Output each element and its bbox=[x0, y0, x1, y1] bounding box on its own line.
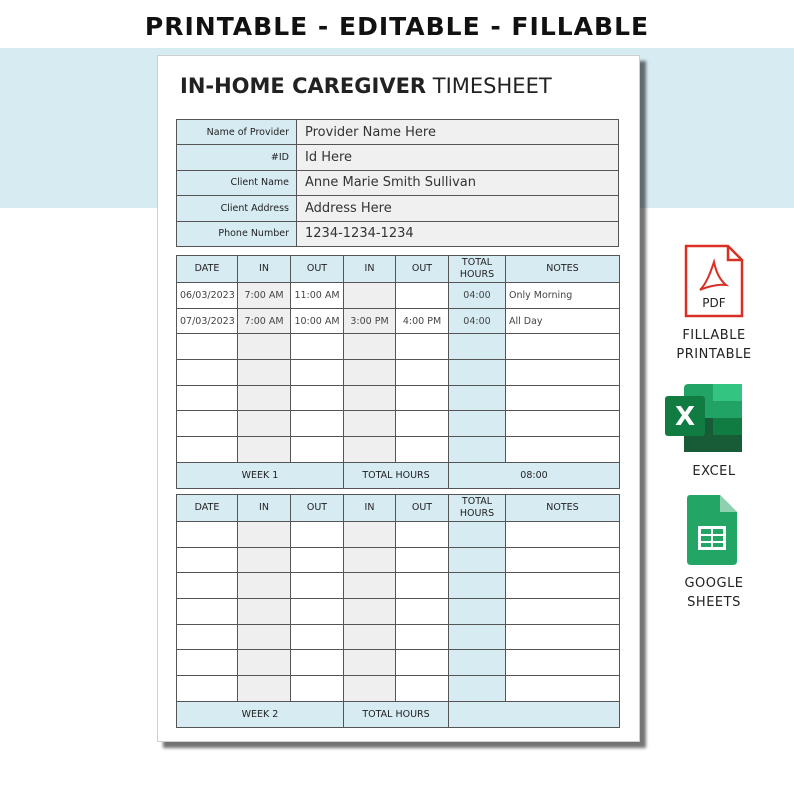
cell-date[interactable] bbox=[177, 573, 238, 599]
cell-out2[interactable] bbox=[396, 385, 449, 411]
table-row bbox=[177, 437, 620, 463]
cell-in2[interactable] bbox=[344, 547, 396, 573]
pdf-caption-line2: PRINTABLE bbox=[676, 347, 752, 362]
cell-out2[interactable] bbox=[396, 522, 449, 548]
cell-out1[interactable] bbox=[291, 360, 344, 386]
cell-out1[interactable] bbox=[291, 547, 344, 573]
cell-in2[interactable] bbox=[344, 522, 396, 548]
cell-total-hours[interactable] bbox=[449, 385, 506, 411]
cell-notes[interactable] bbox=[506, 522, 620, 548]
cell-in2[interactable] bbox=[344, 360, 396, 386]
column-header-out2: OUT bbox=[396, 495, 449, 522]
client-address-field[interactable]: Address Here bbox=[297, 196, 619, 221]
table-row bbox=[177, 573, 620, 599]
cell-date[interactable] bbox=[177, 650, 238, 676]
info-row bbox=[177, 170, 619, 195]
cell-in1[interactable] bbox=[238, 676, 291, 702]
page-title bbox=[180, 74, 552, 98]
cell-out2[interactable] bbox=[396, 411, 449, 437]
cell-out1[interactable] bbox=[291, 573, 344, 599]
cell-out1[interactable] bbox=[291, 676, 344, 702]
cell-total-hours[interactable]: 04:00 bbox=[449, 283, 506, 309]
cell-out1[interactable]: 10:00 AM bbox=[291, 308, 344, 334]
excel-icon-letter: X bbox=[674, 402, 696, 432]
cell-out1[interactable] bbox=[291, 437, 344, 463]
cell-out2[interactable] bbox=[396, 573, 449, 599]
cell-in2[interactable] bbox=[344, 385, 396, 411]
cell-total-hours[interactable] bbox=[449, 676, 506, 702]
cell-date[interactable] bbox=[177, 437, 238, 463]
cell-notes[interactable] bbox=[506, 360, 620, 386]
column-header-in1: IN bbox=[238, 256, 291, 283]
timesheet-page bbox=[157, 55, 640, 742]
cell-notes[interactable] bbox=[506, 676, 620, 702]
cell-out1[interactable] bbox=[291, 650, 344, 676]
cell-out2[interactable] bbox=[396, 676, 449, 702]
cell-in1[interactable] bbox=[238, 385, 291, 411]
cell-total-hours[interactable] bbox=[449, 522, 506, 548]
cell-out1[interactable]: 11:00 AM bbox=[291, 283, 344, 309]
cell-in2[interactable] bbox=[344, 283, 396, 309]
column-header-notes: NOTES bbox=[506, 256, 620, 283]
column-header-total-hours: TOTAL HOURS bbox=[449, 495, 506, 522]
cell-in1[interactable] bbox=[238, 360, 291, 386]
cell-total-hours[interactable] bbox=[449, 547, 506, 573]
cell-date[interactable] bbox=[177, 547, 238, 573]
provider-name-field[interactable]: Provider Name Here bbox=[297, 120, 619, 145]
cell-notes[interactable]: All Day bbox=[506, 308, 620, 334]
cell-out2[interactable]: 4:00 PM bbox=[396, 308, 449, 334]
cell-in1[interactable] bbox=[238, 411, 291, 437]
total-hours-value[interactable]: 08:00 bbox=[449, 462, 620, 488]
id-label: #ID bbox=[177, 145, 297, 170]
cell-out2[interactable] bbox=[396, 599, 449, 625]
cell-in1[interactable]: 7:00 AM bbox=[238, 283, 291, 309]
cell-notes[interactable] bbox=[506, 624, 620, 650]
cell-date[interactable] bbox=[177, 624, 238, 650]
banner-title: PRINTABLE - EDITABLE - FILLABLE bbox=[144, 12, 650, 41]
table-row bbox=[177, 411, 620, 437]
week2-footer-row bbox=[177, 701, 620, 727]
table-row bbox=[177, 522, 620, 548]
cell-in1[interactable] bbox=[238, 573, 291, 599]
cell-total-hours[interactable] bbox=[449, 437, 506, 463]
week2-header-row bbox=[177, 495, 620, 522]
phone-number-field[interactable]: 1234-1234-1234 bbox=[297, 221, 619, 246]
cell-total-hours[interactable] bbox=[449, 360, 506, 386]
cell-date[interactable]: 06/03/2023 bbox=[177, 283, 238, 309]
info-row bbox=[177, 120, 619, 145]
cell-total-hours[interactable] bbox=[449, 411, 506, 437]
column-header-date: DATE bbox=[177, 495, 238, 522]
cell-in2[interactable] bbox=[344, 676, 396, 702]
cell-out1[interactable] bbox=[291, 385, 344, 411]
cell-in2[interactable] bbox=[344, 334, 396, 360]
cell-in1[interactable] bbox=[238, 334, 291, 360]
cell-notes[interactable] bbox=[506, 573, 620, 599]
cell-total-hours[interactable] bbox=[449, 650, 506, 676]
column-header-total-hours: TOTAL HOURS bbox=[449, 256, 506, 283]
total-hours-label: TOTAL HOURS bbox=[344, 462, 449, 488]
sheets-format-caption bbox=[654, 574, 774, 612]
cell-out1[interactable] bbox=[291, 599, 344, 625]
phone-number-label: Phone Number bbox=[177, 221, 297, 246]
cell-out1[interactable] bbox=[291, 411, 344, 437]
pdf-caption-line1: FILLABLE bbox=[682, 328, 746, 343]
client-name-field[interactable]: Anne Marie Smith Sullivan bbox=[297, 170, 619, 195]
cell-notes[interactable] bbox=[506, 650, 620, 676]
table-row bbox=[177, 676, 620, 702]
provider-name-label: Name of Provider bbox=[177, 120, 297, 145]
sheets-caption-line2: SHEETS bbox=[687, 595, 741, 610]
table-row bbox=[177, 624, 620, 650]
table-row bbox=[177, 360, 620, 386]
cell-total-hours[interactable] bbox=[449, 599, 506, 625]
cell-date[interactable] bbox=[177, 411, 238, 437]
cell-in2[interactable] bbox=[344, 599, 396, 625]
sheets-caption-line1: GOOGLE bbox=[684, 576, 744, 591]
cell-date[interactable] bbox=[177, 385, 238, 411]
info-row bbox=[177, 196, 619, 221]
cell-out2[interactable] bbox=[396, 624, 449, 650]
pdf-file-icon bbox=[684, 244, 744, 318]
column-header-notes: NOTES bbox=[506, 495, 620, 522]
cell-total-hours[interactable]: 04:00 bbox=[449, 308, 506, 334]
table-row bbox=[177, 599, 620, 625]
cell-total-hours[interactable] bbox=[449, 624, 506, 650]
table-row bbox=[177, 547, 620, 573]
cell-in2[interactable] bbox=[344, 573, 396, 599]
cell-date[interactable] bbox=[177, 334, 238, 360]
table-row bbox=[177, 334, 620, 360]
cell-notes[interactable] bbox=[506, 385, 620, 411]
excel-format-caption bbox=[654, 462, 774, 481]
week1-header-row bbox=[177, 256, 620, 283]
client-name-label: Client Name bbox=[177, 170, 297, 195]
cell-in2[interactable] bbox=[344, 624, 396, 650]
cell-out2[interactable] bbox=[396, 437, 449, 463]
cell-out1[interactable] bbox=[291, 334, 344, 360]
total-hours-label: TOTAL HOURS bbox=[344, 701, 449, 727]
total-hours-value[interactable] bbox=[449, 701, 620, 727]
cell-notes[interactable] bbox=[506, 547, 620, 573]
table-row bbox=[177, 385, 620, 411]
column-header-in2: IN bbox=[344, 495, 396, 522]
column-header-out1: OUT bbox=[291, 495, 344, 522]
cell-date[interactable] bbox=[177, 522, 238, 548]
cell-in1[interactable]: 7:00 AM bbox=[238, 308, 291, 334]
title-bold: IN-HOME CAREGIVER bbox=[180, 74, 427, 98]
cell-out2[interactable] bbox=[396, 547, 449, 573]
cell-notes[interactable] bbox=[506, 334, 620, 360]
week2-table bbox=[176, 494, 620, 728]
cell-date[interactable] bbox=[177, 360, 238, 386]
cell-date[interactable] bbox=[177, 676, 238, 702]
cell-out2[interactable] bbox=[396, 360, 449, 386]
column-header-in2: IN bbox=[344, 256, 396, 283]
cell-notes[interactable] bbox=[506, 437, 620, 463]
title-rest: TIMESHEET bbox=[426, 74, 552, 98]
cell-in1[interactable] bbox=[238, 624, 291, 650]
cell-in2[interactable] bbox=[344, 650, 396, 676]
week-label: WEEK 1 bbox=[177, 462, 344, 488]
table-row bbox=[177, 283, 620, 309]
google-sheets-icon bbox=[686, 494, 738, 566]
cell-in1[interactable] bbox=[238, 547, 291, 573]
excel-icon bbox=[664, 383, 744, 453]
cell-date[interactable] bbox=[177, 599, 238, 625]
cell-notes[interactable] bbox=[506, 599, 620, 625]
cell-in1[interactable] bbox=[238, 437, 291, 463]
info-row bbox=[177, 221, 619, 246]
cell-in1[interactable] bbox=[238, 522, 291, 548]
cell-total-hours[interactable] bbox=[449, 573, 506, 599]
info-row bbox=[177, 145, 619, 170]
cell-in2[interactable]: 3:00 PM bbox=[344, 308, 396, 334]
cell-out1[interactable] bbox=[291, 624, 344, 650]
column-header-out2: OUT bbox=[396, 256, 449, 283]
table-row bbox=[177, 308, 620, 334]
excel-caption-line1: EXCEL bbox=[692, 464, 736, 479]
cell-notes[interactable] bbox=[506, 411, 620, 437]
cell-out2[interactable] bbox=[396, 283, 449, 309]
table-row bbox=[177, 650, 620, 676]
cell-notes[interactable]: Only Morning bbox=[506, 283, 620, 309]
cell-in1[interactable] bbox=[238, 599, 291, 625]
cell-in1[interactable] bbox=[238, 650, 291, 676]
cell-in2[interactable] bbox=[344, 411, 396, 437]
cell-date[interactable]: 07/03/2023 bbox=[177, 308, 238, 334]
cell-total-hours[interactable] bbox=[449, 334, 506, 360]
week-label: WEEK 2 bbox=[177, 701, 344, 727]
column-header-in1: IN bbox=[238, 495, 291, 522]
client-address-label: Client Address bbox=[177, 196, 297, 221]
week1-table bbox=[176, 255, 620, 489]
column-header-date: DATE bbox=[177, 256, 238, 283]
week1-footer-row bbox=[177, 462, 620, 488]
cell-in2[interactable] bbox=[344, 437, 396, 463]
column-header-out1: OUT bbox=[291, 256, 344, 283]
id-field[interactable]: Id Here bbox=[297, 145, 619, 170]
pdf-format-caption bbox=[654, 326, 774, 364]
cell-out2[interactable] bbox=[396, 334, 449, 360]
cell-out1[interactable] bbox=[291, 522, 344, 548]
cell-out2[interactable] bbox=[396, 650, 449, 676]
provider-info-table bbox=[176, 119, 619, 247]
pdf-icon-label: PDF bbox=[702, 296, 726, 310]
